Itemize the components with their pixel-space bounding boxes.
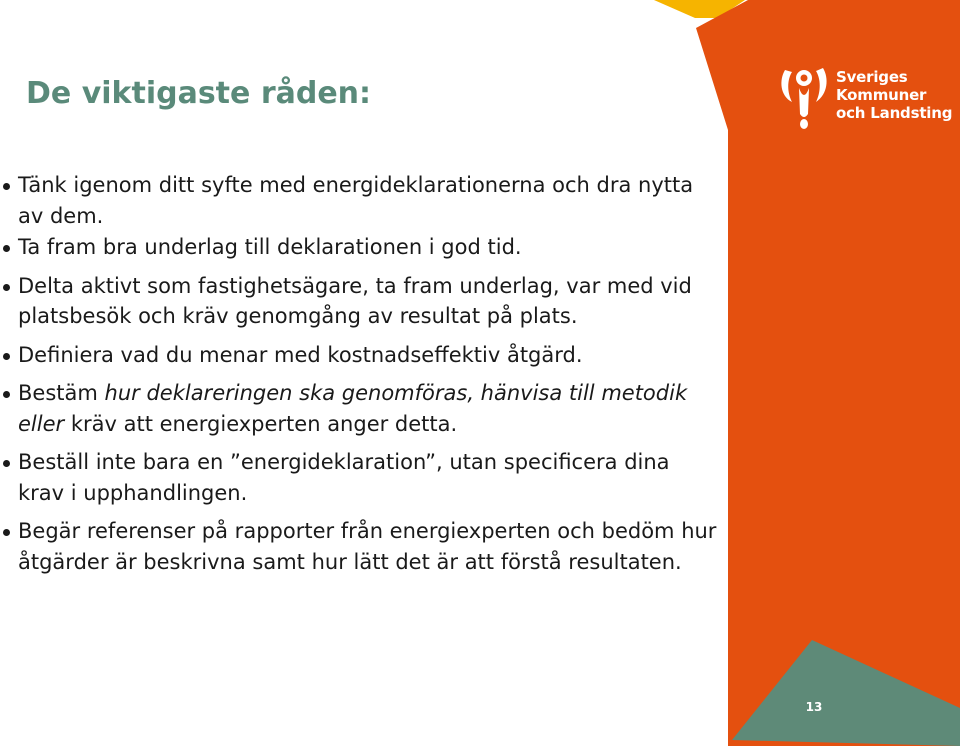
bullet-text: Beställ inte bara en ”energideklaration”, utan specificera dina krav i upphandlingen.	[18, 450, 670, 505]
bullet-item	[18, 378, 718, 439]
bullet-item	[18, 170, 718, 231]
advice-bullet-list	[18, 170, 718, 585]
bullet-text: Definiera vad du menar med kostnadseffektiv åtgärd.	[18, 342, 583, 367]
page-number: 13	[805, 700, 823, 714]
bullet-item	[18, 516, 718, 577]
skl-logo	[778, 62, 953, 132]
logo-line-2: Kommuner	[836, 86, 927, 104]
bullet-item	[18, 232, 718, 263]
bullet-text: Delta aktivt som fastighetsägare, ta fram underlag, var med vid platsbesök och kräv genomgång av resultat på plats.	[18, 273, 692, 328]
slide-title: De viktigaste råden:	[26, 76, 372, 111]
bullet-text: Bestäm	[18, 381, 105, 405]
bullet-text: kräv att energiexperten anger detta.	[64, 411, 458, 436]
bullet-text: Begär referenser på rapporter från energiexperten och bedöm hur åtgärder är beskrivna samt hur lätt det är att förstå resultaten.	[18, 519, 717, 574]
bullet-item	[18, 271, 718, 332]
logo-line-3: och Landsting	[836, 104, 953, 122]
bullet-text-italic: hur deklareringen ska genomföras, hänvisa till metodik eller	[18, 381, 688, 436]
logo-line-1: Sveriges	[836, 68, 908, 86]
bullet-text: Tänk igenom ditt syfte med energideklarationerna och dra nytta av dem.	[18, 173, 694, 228]
skl-logo-text	[836, 68, 952, 122]
bullet-text: Ta fram bra underlag till deklarationen i god tid.	[18, 235, 522, 259]
skl-emblem-icon	[778, 62, 830, 132]
bullet-item	[18, 340, 718, 371]
bullet-item	[18, 447, 718, 508]
